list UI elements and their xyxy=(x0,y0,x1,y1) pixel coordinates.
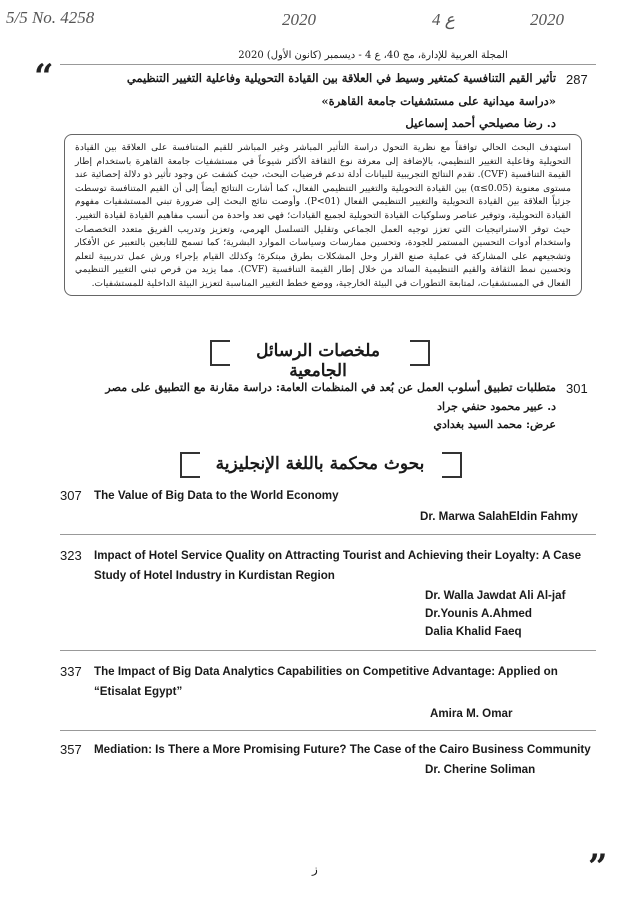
thesis-page-301: 301 xyxy=(566,381,588,396)
arabic-article-subtitle: «دراسة ميدانية على مستشفيات جامعة القاهرة» xyxy=(321,94,556,108)
arabic-article-author: د. رضا مصيلحي أحمد إسماعيل xyxy=(405,116,556,130)
english-article-page: 307 xyxy=(60,488,82,503)
thesis-presenter: عرض: محمد السيد بغدادي xyxy=(433,418,556,431)
thesis-author: د. عبير محمود حنفي جراد xyxy=(437,400,556,413)
english-article-author: Dr.Younis A.Ahmed xyxy=(425,607,532,620)
page-letter: ز xyxy=(312,862,318,876)
banner-bracket-left xyxy=(180,452,200,478)
english-section-banner: بحوث محكمة باللغة الإنجليزية xyxy=(215,454,425,474)
handwritten-reference: 5/5 No. 4258 xyxy=(6,8,95,27)
thesis-section-banner: ملخصات الرسائل الجامعية xyxy=(256,341,380,381)
handwritten-issue: 4 ع xyxy=(432,10,455,29)
close-quote-mark: ” xyxy=(588,847,608,887)
abstract-box xyxy=(64,134,582,296)
journal-header: المجلة العربية للإدارة، مج 40، ع 4 - ديسمبر (كانون الأول) 2020 xyxy=(238,50,508,61)
banner-bracket-right xyxy=(410,340,430,366)
thesis-title: متطلبات تطبيق أسلوب العمل عن بُعد في المنظمات العامة: دراسة مقارنة مع التطبيق على مصر xyxy=(105,380,556,394)
english-article-page: 357 xyxy=(60,742,82,757)
article-separator xyxy=(60,650,596,651)
english-article-title: The Value of Big Data to the World Economy xyxy=(94,489,339,502)
english-article-author: Dr. Walla Jawdat Ali Al-jaf xyxy=(425,589,566,602)
english-article-author: Amira M. Omar xyxy=(430,707,513,720)
english-article-author: Dr. Marwa SalahEldin Fahmy xyxy=(420,510,578,523)
article-separator xyxy=(60,730,596,731)
english-article-title-cont: Study of Hotel Industry in Kurdistan Region xyxy=(94,569,335,582)
article-separator xyxy=(60,534,596,535)
english-article-page: 323 xyxy=(60,548,82,563)
english-article-page: 337 xyxy=(60,664,82,679)
english-article-title: The Impact of Big Data Analytics Capabilities on Competitive Advantage: Applied on xyxy=(94,665,558,678)
handwritten-number: 2020 xyxy=(530,10,564,29)
english-article-title: Impact of Hotel Service Quality on Attracting Tourist and Achieving their Loyalty: A Case xyxy=(94,549,582,562)
english-article-author: Dr. Cherine Soliman xyxy=(425,763,536,776)
handwritten-year: 2020 xyxy=(282,10,316,29)
abstract-text: استهدف البحث الحالي توافقاً مع نظرية التحول دراسة التأثير المباشر وغير المباشر للقيم المتنافسة على العلاقة بين القيادة التحويلية وفاعلية التغيير التنظيمي، بالإضافة إلى معرفة نوع الثقافة الأكثر شيوعاً في مستشفيات جامعة القاهرة باستخدام إطار القيمة التنافسية (CVF). تقدم النتائج التجريبية للبيانات أدلة تدعم فرضيات البحث، حيث كشفت عن وجود تأثير ذو دلالة إحصائية عند مستوى معنوية (α≤0.05) بين القيادة التحويلية والتغيير التنظيمي الفعال، كما أشارت النتائج أيضاً إلى أن القيم المتنافسة توسطت جزئياً العلاقة بين القيادة التحويلية والتغيير التنظيمي الفعال (P<01). وأوصت نتائج البحث إلى ضرورة تبني المستشفيات مفهوم القيادة التحويلية، وتوفير عناصر وسلوكيات القيادة التحويلية لجميع القيادات؛ فهي تعد واحدة من أنسب مفاهيم القيادة لقيادة التغيير. حيث توفر الاستراتيجيات التي تعزز توجيه العمل الجماعي وتقليل التسلسل الهرمي، وتعزيز وتدريب الفريق متعدد التخصصات واستخدام أدوات التحسين المستمر للجودة، وتحسين ممارسات وسياسات الموارد البشرية؛ كما تسمح للتابعين بالتعبير عن الأفكار وتشجيعهم على المشاركة في عملية صنع القرار وحل المشكلات بطرق مبتكرة؛ وكذلك القيام بإجراء ورش عمل تدريبية لتعلم وتحسين نمط الثقافة والقيم التنظيمية السائد من خلال إطار القيمة التنافسية (CVF). مما يزيد من فرص تبني التغيير التنظيمي الفعال في المستشفيات، لمتابعة التطورات في البيئة الخارجية، ووضع خطط التغيير المناسبة لتعزيز البيئة الداخلية للمستشفيات. xyxy=(75,142,572,289)
english-article-author: Dalia Khalid Faeq xyxy=(425,625,522,638)
english-article-title: Mediation: Is There a More Promising Future? The Case of the Cairo Business Community xyxy=(94,743,591,756)
open-quote-mark: “ xyxy=(34,57,54,97)
english-article-title-cont: “Etisalat Egypt” xyxy=(94,685,183,698)
banner-bracket-left xyxy=(210,340,230,366)
banner-bracket-right xyxy=(442,452,462,478)
arabic-article-title: تأثير القيم التنافسية كمتغير وسيط في العلاقة بين القيادة التحويلية وفاعلية التغيير التنظيمي xyxy=(126,71,556,85)
header-rule xyxy=(60,64,596,65)
article-page-287: 287 xyxy=(566,72,588,87)
